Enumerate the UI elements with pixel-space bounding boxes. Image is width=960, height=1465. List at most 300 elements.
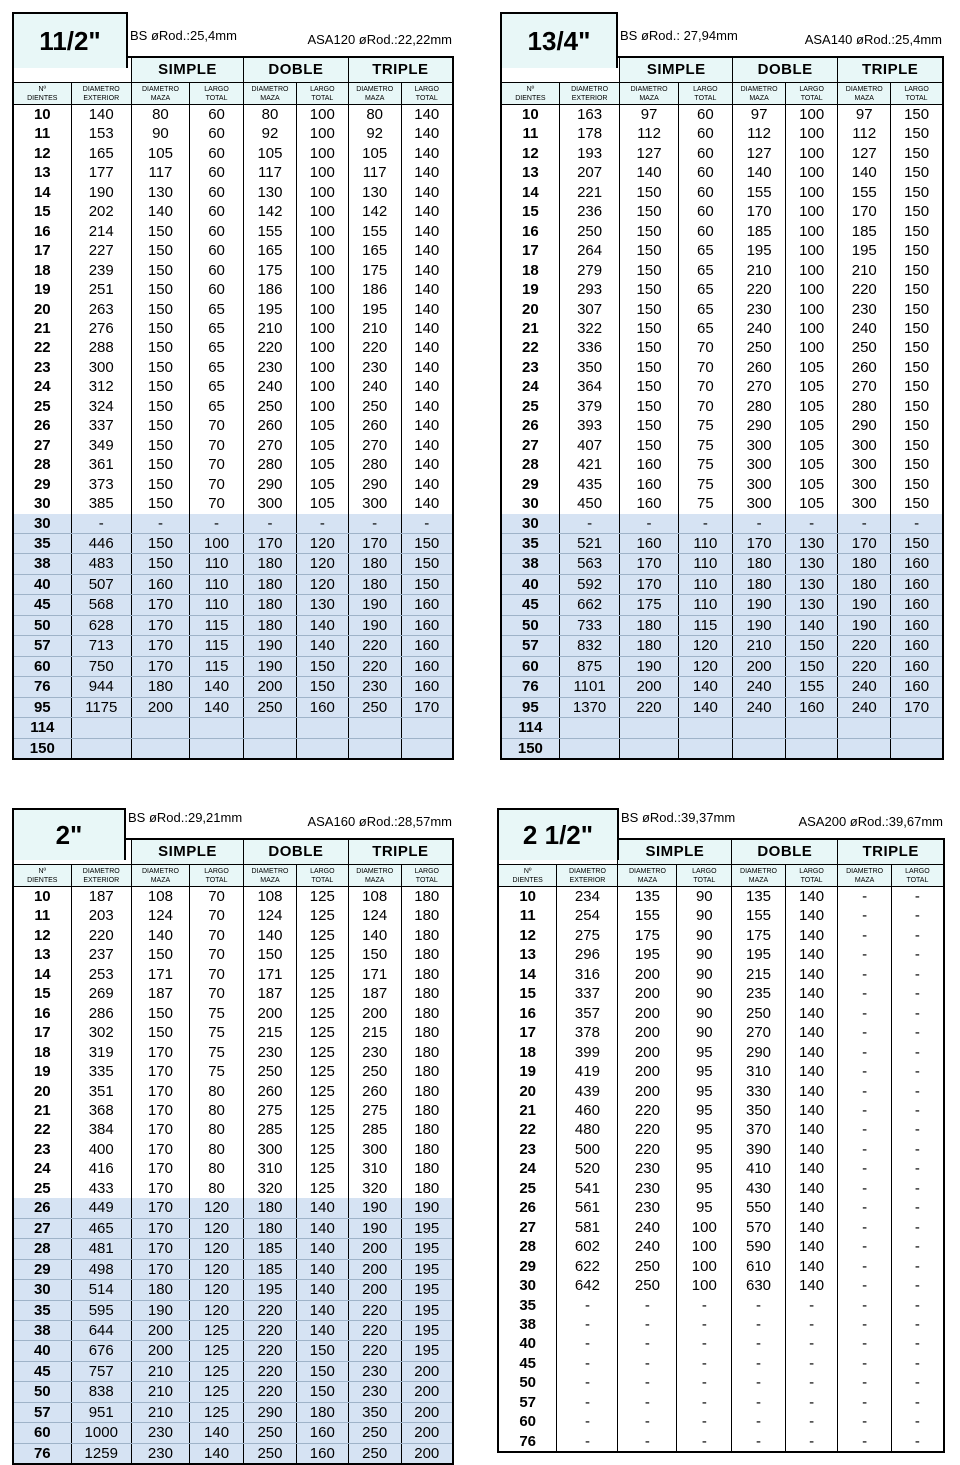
dimension-value: 140 — [401, 261, 453, 280]
table-row — [13, 1218, 453, 1238]
dimension-value: 75 — [189, 1043, 243, 1062]
dimension-value: 286 — [71, 1004, 131, 1023]
dimension-value — [348, 738, 401, 759]
dimension-value: 160 — [620, 455, 678, 474]
column-header: LARGO TOTAL — [785, 865, 838, 887]
dimension-value: 95 — [677, 1043, 732, 1062]
dimension-value: 439 — [557, 1082, 618, 1101]
table-row — [13, 697, 453, 717]
dimension-value: 80 — [131, 105, 189, 125]
dimension-value: 300 — [733, 436, 786, 455]
column-header: DIAMETRO MAZA — [733, 83, 786, 105]
dimension-value: 110 — [678, 554, 732, 574]
dimension-value: 140 — [785, 1120, 838, 1139]
dimension-value: - — [838, 945, 892, 964]
dimension-value: 190 — [733, 595, 786, 615]
dimension-value: 105 — [786, 436, 838, 455]
table-row — [13, 945, 453, 964]
dimension-value: 316 — [557, 965, 618, 984]
dimension-value: 220 — [348, 338, 401, 357]
dimension-value: 171 — [244, 965, 297, 984]
dimension-value: 220 — [71, 926, 131, 945]
dimension-value: - — [838, 926, 892, 945]
teeth-count: 14 — [498, 965, 557, 984]
dimension-value: 150 — [891, 183, 943, 202]
teeth-count: 21 — [13, 319, 71, 338]
dimension-value: 130 — [296, 595, 348, 615]
table-row — [498, 945, 944, 964]
table-row — [498, 1043, 944, 1062]
dimension-value: 180 — [733, 554, 786, 574]
dimension-value: 230 — [131, 1423, 189, 1443]
dimension-value: 195 — [401, 1341, 453, 1361]
dimension-value: - — [838, 1432, 892, 1452]
dimension-value: 336 — [559, 338, 620, 357]
table-row — [498, 1315, 944, 1334]
dimension-value: 290 — [733, 416, 786, 435]
dimension-value: 112 — [620, 124, 678, 143]
dimension-value: 140 — [401, 280, 453, 299]
dimension-value: 140 — [785, 1218, 838, 1237]
dimension-value: 80 — [189, 1179, 243, 1198]
dimension-value: 230 — [244, 1043, 297, 1062]
dimension-value: 150 — [131, 945, 189, 964]
dimension-value: - — [732, 1393, 786, 1412]
dimension-value: 239 — [71, 261, 131, 280]
dimension-value: 117 — [244, 163, 297, 182]
dimension-value: 140 — [620, 163, 678, 182]
dimension-value: 250 — [348, 397, 401, 416]
teeth-count: 11 — [13, 906, 71, 925]
teeth-count: 114 — [501, 718, 559, 738]
dimension-value: 171 — [131, 965, 189, 984]
dimension-value: 70 — [189, 455, 243, 474]
table-row — [13, 1198, 453, 1218]
dimension-value: 150 — [131, 416, 189, 435]
dimension-value: 140 — [733, 163, 786, 182]
dimension-value: 180 — [401, 1140, 453, 1159]
dimension-value: - — [838, 1257, 892, 1276]
table-row — [498, 1198, 944, 1217]
dimension-value: 180 — [131, 677, 189, 697]
dimension-value: 230 — [348, 1382, 401, 1402]
dimension-value: - — [785, 1393, 838, 1412]
dimension-value: 190 — [348, 595, 401, 615]
dimension-value: - — [891, 1276, 944, 1295]
dimension-value: 195 — [618, 945, 677, 964]
dimension-value: - — [838, 1101, 892, 1120]
dimension-value: 220 — [733, 280, 786, 299]
dimension-value: 75 — [189, 1023, 243, 1042]
dimension-value: 200 — [401, 1402, 453, 1422]
dimension-value: 250 — [733, 338, 786, 357]
dimension-value: 60 — [189, 183, 243, 202]
dimension-value: 171 — [348, 965, 401, 984]
dimension-value: 541 — [557, 1179, 618, 1198]
dimensions-table — [500, 56, 944, 760]
dimension-value: 150 — [131, 280, 189, 299]
dimension-value: - — [838, 1315, 892, 1334]
table-row — [501, 241, 943, 260]
dimension-value: 220 — [838, 280, 891, 299]
dimension-value: 80 — [189, 1082, 243, 1101]
dimension-value: 124 — [244, 906, 297, 925]
dimension-value: 140 — [785, 1062, 838, 1081]
table-row — [13, 358, 453, 377]
dimension-value: 150 — [131, 1004, 189, 1023]
dimension-value: 108 — [348, 887, 401, 907]
table-row — [13, 1159, 453, 1178]
dimension-value: 1370 — [559, 697, 620, 717]
dimension-value: - — [838, 1276, 892, 1295]
dimension-value: 105 — [786, 494, 838, 513]
teeth-count: 29 — [13, 1259, 71, 1279]
dimension-value: 563 — [559, 554, 620, 574]
dimension-value: 170 — [131, 1062, 189, 1081]
dimension-value: - — [891, 1082, 944, 1101]
dimension-value: 200 — [401, 1423, 453, 1443]
dimension-value: 125 — [296, 1120, 348, 1139]
dimension-value: 642 — [557, 1276, 618, 1295]
dimension-value: 80 — [189, 1140, 243, 1159]
dimension-value: 170 — [131, 1120, 189, 1139]
dimension-value: 105 — [786, 475, 838, 494]
dimension-value: 180 — [401, 1120, 453, 1139]
dimension-value: 155 — [786, 677, 838, 697]
dimension-value: 215 — [348, 1023, 401, 1042]
dimension-value: 150 — [891, 261, 943, 280]
dimension-value: 240 — [838, 677, 891, 697]
dimension-value: 105 — [296, 475, 348, 494]
teeth-count: 17 — [498, 1023, 557, 1042]
dimension-value: 90 — [677, 984, 732, 1003]
dimension-value: 220 — [244, 1361, 297, 1381]
dimension-value: 190 — [401, 1198, 453, 1218]
dimension-value: 260 — [348, 1082, 401, 1101]
dimension-value: 150 — [244, 945, 297, 964]
teeth-count: 76 — [498, 1432, 557, 1452]
dimension-value: 240 — [838, 319, 891, 338]
dimension-value: 250 — [244, 397, 297, 416]
dimension-value: 180 — [838, 574, 891, 594]
teeth-count: 76 — [501, 677, 559, 697]
dimension-value: 175 — [244, 261, 297, 280]
dimension-value: 165 — [244, 241, 297, 260]
dimension-value: 150 — [891, 202, 943, 221]
teeth-count: 45 — [501, 595, 559, 615]
dimension-value: 185 — [244, 1259, 297, 1279]
dimension-value: 150 — [786, 636, 838, 656]
dimension-value: 140 — [401, 397, 453, 416]
dimension-value: 1101 — [559, 677, 620, 697]
dimension-value: 170 — [244, 533, 297, 553]
table-row — [13, 1043, 453, 1062]
dimension-value: 127 — [733, 144, 786, 163]
dimension-value: - — [838, 1140, 892, 1159]
table-row — [498, 1159, 944, 1178]
dimension-value: 175 — [732, 926, 786, 945]
dimension-value: 465 — [71, 1218, 131, 1238]
table-row — [498, 1082, 944, 1101]
column-header: LARGO TOTAL — [401, 83, 453, 105]
dimension-value: 1175 — [71, 697, 131, 717]
dimension-value: 120 — [189, 1259, 243, 1279]
dimension-value: 290 — [244, 475, 297, 494]
table-row — [501, 280, 943, 299]
dimension-value: 150 — [131, 475, 189, 494]
dimension-value: 190 — [733, 615, 786, 635]
dimension-value: 170 — [131, 1043, 189, 1062]
dimension-value: - — [557, 1296, 618, 1315]
table-row — [501, 656, 943, 676]
dimension-value: 110 — [189, 574, 243, 594]
column-header: DIAMETRO MAZA — [732, 865, 786, 887]
dimension-value: - — [891, 1179, 944, 1198]
column-header: DIAMETRO MAZA — [838, 865, 892, 887]
teeth-count: 16 — [13, 222, 71, 241]
dimension-value: 150 — [296, 656, 348, 676]
teeth-count: 21 — [498, 1101, 557, 1120]
dimension-value: 622 — [557, 1257, 618, 1276]
group-header-triple: TRIPLE — [348, 839, 453, 865]
dimension-value: 400 — [71, 1140, 131, 1159]
teeth-count: 14 — [13, 183, 71, 202]
dimension-value: 200 — [618, 1062, 677, 1081]
dimension-value: 150 — [891, 105, 943, 125]
dimension-value — [131, 738, 189, 759]
dimension-value: - — [891, 1101, 944, 1120]
dimension-value: 150 — [131, 261, 189, 280]
dimension-value: 240 — [838, 697, 891, 717]
dimension-value: 220 — [244, 1320, 297, 1340]
table-row — [501, 514, 943, 534]
dimension-value: 180 — [401, 965, 453, 984]
table-row — [498, 1101, 944, 1120]
teeth-count: 21 — [501, 319, 559, 338]
dimension-value: 112 — [733, 124, 786, 143]
dimensions-table — [12, 56, 454, 760]
dimension-value: 200 — [618, 1043, 677, 1062]
dimension-value: 210 — [733, 636, 786, 656]
dimension-value: 290 — [244, 1402, 297, 1422]
dimension-value: - — [557, 1334, 618, 1353]
dimension-value: 150 — [296, 1361, 348, 1381]
dimension-value: - — [891, 1198, 944, 1217]
dimension-value: 240 — [733, 697, 786, 717]
dimension-value: - — [559, 514, 620, 534]
table-row — [13, 738, 453, 759]
dimension-value: 385 — [71, 494, 131, 513]
dimension-value: 180 — [733, 574, 786, 594]
dimension-value: 75 — [678, 416, 732, 435]
dimension-value: - — [677, 1354, 732, 1373]
dimension-value: 155 — [244, 222, 297, 241]
dimension-value: - — [891, 1373, 944, 1392]
dimension-value: 75 — [678, 494, 732, 513]
teeth-count: 26 — [498, 1198, 557, 1217]
table-row — [13, 554, 453, 574]
dimension-value: 200 — [620, 677, 678, 697]
dimension-value: 322 — [559, 319, 620, 338]
dimension-value: - — [677, 1296, 732, 1315]
dimension-value: 368 — [71, 1101, 131, 1120]
dimension-value: 160 — [786, 697, 838, 717]
dimension-value: 433 — [71, 1179, 131, 1198]
dimension-value: 595 — [71, 1300, 131, 1320]
dimension-value: 160 — [891, 574, 943, 594]
dimension-value: 60 — [189, 202, 243, 221]
dimension-value: 150 — [891, 280, 943, 299]
dimension-value: 190 — [838, 615, 891, 635]
dimension-value: - — [891, 1159, 944, 1178]
table-row — [498, 1412, 944, 1431]
dimension-value: 125 — [189, 1361, 243, 1381]
dimension-value: 561 — [557, 1198, 618, 1217]
dimension-value: 520 — [557, 1159, 618, 1178]
table-row — [501, 615, 943, 635]
teeth-count: 35 — [13, 1300, 71, 1320]
dimension-value: 630 — [732, 1276, 786, 1295]
teeth-count: 18 — [501, 261, 559, 280]
table-row — [498, 1257, 944, 1276]
dimension-value: 200 — [401, 1361, 453, 1381]
dimension-value: 90 — [677, 1004, 732, 1023]
dimension-value: 240 — [244, 377, 297, 396]
column-header: DIAMETRO EXTERIOR — [559, 83, 620, 105]
dimension-value: - — [71, 514, 131, 534]
dimension-value: 140 — [401, 358, 453, 377]
dimension-value: - — [189, 514, 243, 534]
dimension-value: 310 — [732, 1062, 786, 1081]
dimension-value: 190 — [244, 636, 297, 656]
table-row — [13, 338, 453, 357]
dimension-value: 193 — [559, 144, 620, 163]
dimension-value: 180 — [401, 1062, 453, 1081]
group-header-simple: SIMPLE — [131, 839, 243, 865]
dimension-value: 70 — [678, 377, 732, 396]
table-row — [501, 358, 943, 377]
dimension-value: 108 — [131, 887, 189, 907]
dimension-value: 163 — [559, 105, 620, 125]
teeth-count: 16 — [501, 222, 559, 241]
column-header: LARGO TOTAL — [891, 83, 943, 105]
dimension-value: 150 — [131, 1023, 189, 1042]
teeth-count: 38 — [13, 554, 71, 574]
dimension-value: 170 — [131, 1198, 189, 1218]
dimension-value: 407 — [559, 436, 620, 455]
dimension-value: 105 — [786, 455, 838, 474]
dimension-value: 838 — [71, 1382, 131, 1402]
dimension-value: 498 — [71, 1259, 131, 1279]
table-row — [13, 1300, 453, 1320]
table-row — [13, 183, 453, 202]
dimension-value: 335 — [71, 1062, 131, 1081]
table-row — [13, 494, 453, 513]
column-header: LARGO TOTAL — [786, 83, 838, 105]
table-row — [13, 1239, 453, 1259]
teeth-count: 38 — [498, 1315, 557, 1334]
dimension-value: 100 — [296, 202, 348, 221]
teeth-count: 24 — [498, 1159, 557, 1178]
dimension-value: 100 — [296, 124, 348, 143]
dimension-value: 324 — [71, 397, 131, 416]
table-row — [501, 416, 943, 435]
dimension-value: 190 — [71, 183, 131, 202]
dimension-value: 70 — [189, 436, 243, 455]
table-row — [13, 984, 453, 1003]
dimension-value: 200 — [618, 984, 677, 1003]
teeth-count: 114 — [13, 718, 71, 738]
dimension-value: 202 — [71, 202, 131, 221]
dimension-value: 165 — [71, 144, 131, 163]
dimension-value: 200 — [348, 1280, 401, 1300]
dimension-value: 170 — [131, 1179, 189, 1198]
dimension-value: 155 — [618, 906, 677, 925]
teeth-count: 95 — [13, 697, 71, 717]
dimension-value: 200 — [244, 1004, 297, 1023]
dimension-value: 125 — [296, 1179, 348, 1198]
chain-pitch-title: 11/2" — [12, 12, 128, 68]
dimension-value: 195 — [401, 1218, 453, 1238]
dimension-value — [296, 718, 348, 738]
table-row — [501, 202, 943, 221]
dimension-value: 302 — [71, 1023, 131, 1042]
dimension-value: 180 — [620, 615, 678, 635]
teeth-count: 60 — [501, 656, 559, 676]
dimension-value: 130 — [786, 595, 838, 615]
table-row — [498, 984, 944, 1003]
teeth-count: 29 — [498, 1257, 557, 1276]
dimension-value: - — [785, 1334, 838, 1353]
dimension-value: - — [732, 1354, 786, 1373]
teeth-count: 10 — [501, 105, 559, 125]
dimension-value: 150 — [891, 358, 943, 377]
dimension-value: 150 — [620, 319, 678, 338]
dimension-value: 568 — [71, 595, 131, 615]
dimension-value: 140 — [401, 144, 453, 163]
dimension-value: 125 — [189, 1341, 243, 1361]
dimension-value: 115 — [189, 656, 243, 676]
table-row — [498, 1393, 944, 1412]
table-row — [13, 1023, 453, 1042]
dimension-value: 276 — [71, 319, 131, 338]
dimension-value: 421 — [559, 455, 620, 474]
teeth-count: 27 — [498, 1218, 557, 1237]
dimension-value: 160 — [131, 574, 189, 594]
dimension-value: 250 — [732, 1004, 786, 1023]
chain-pitch-title: 2" — [12, 808, 126, 860]
dimension-value — [189, 718, 243, 738]
dimension-value: 140 — [401, 222, 453, 241]
dimension-value: 140 — [785, 1257, 838, 1276]
dimension-value: 150 — [620, 261, 678, 280]
dimension-value: 195 — [244, 300, 297, 319]
dimension-value: 60 — [678, 105, 732, 125]
dimension-value: 60 — [189, 261, 243, 280]
teeth-count: 28 — [501, 455, 559, 474]
dimension-value: 115 — [189, 615, 243, 635]
column-header: LARGO TOTAL — [678, 83, 732, 105]
dimension-value: 110 — [678, 595, 732, 615]
dimension-value: - — [838, 1412, 892, 1431]
bs-spec: BS øRod.:29,21mm — [128, 810, 243, 825]
dimension-value: 160 — [891, 595, 943, 615]
dimension-value: 140 — [401, 241, 453, 260]
dimension-value: 70 — [189, 945, 243, 964]
teeth-count: 60 — [498, 1412, 557, 1431]
dimension-value: 140 — [189, 1443, 243, 1464]
dimension-value: - — [891, 1237, 944, 1256]
